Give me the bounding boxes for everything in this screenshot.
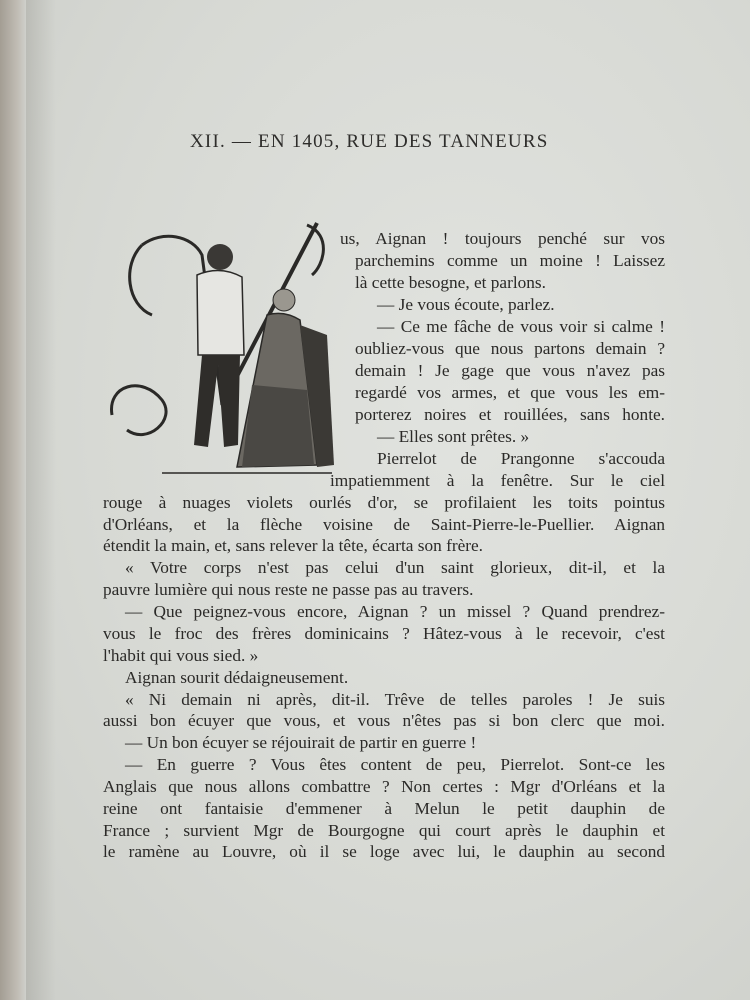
text-line: reine ont fantaisie d'emmener à Melun le petit dauphin de <box>103 799 665 818</box>
text-line: — Elles sont prêtes. » <box>377 427 530 446</box>
text-line: oubliez-vous que nous partons demain ? <box>355 339 665 358</box>
text-line: — Ce me fâche de vous voir si calme ! <box>377 317 665 336</box>
book-edge <box>0 0 26 1000</box>
text-line: pauvre lumière qui nous reste ne passe pas au travers. <box>103 580 474 599</box>
text-line: — Un bon écuyer se réjouirait de partir en guerre ! <box>125 733 477 752</box>
text-line: regardé vos armes, et que vous les em- <box>355 383 665 402</box>
text-line: demain ! Je gage que vous n'avez pas <box>355 361 665 380</box>
text-line: l'habit qui vous sied. » <box>103 646 259 665</box>
text-line: d'Orléans, et la flèche voisine de Saint-Pierre-le-Puellier. Aignan <box>103 515 665 534</box>
figure-man <box>194 244 244 447</box>
figure-woman <box>237 289 317 467</box>
text-line: vous le froc des frères dominicains ? Hâtez-vous à le recevoir, c'est <box>103 624 665 643</box>
text-line: porterez noires et rouillées, sans honte. <box>355 405 665 424</box>
text-line: rouge à nuages violets ourlés d'or, se profilaient les toits pointus <box>103 493 665 512</box>
text-line: étendit la main, et, sans relever la tête, écarta son frère. <box>103 536 483 555</box>
text-line: Anglais que nous allons combattre ? Non certes : Mgr d'Orléans et la <box>103 777 665 796</box>
text-line: aussi bon écuyer que vous, et vous n'êtes pas si bon clerc que moi. <box>103 711 665 730</box>
text-line: France ; survient Mgr de Bourgogne qui court après le dauphin et <box>103 821 665 840</box>
text-line: le ramène au Louvre, où il se loge avec lui, le dauphin au second <box>103 842 665 861</box>
page-gutter-shadow <box>26 0 56 1000</box>
text-line: « Ni demain ni après, dit-il. Trêve de telles paroles ! Je suis <box>125 690 665 709</box>
text-line: us, Aignan ! toujours penché sur vos <box>340 229 665 248</box>
chapter-title: XII. — EN 1405, RUE DES TANNEURS <box>190 131 549 152</box>
text-line: Pierrelot de Prangonne s'accouda <box>377 449 665 468</box>
text-line: là cette besogne, et parlons. <box>355 273 546 292</box>
text-line: — Je vous écoute, parlez. <box>377 295 555 314</box>
drop-cap-illustration <box>102 215 342 485</box>
text-line: — En guerre ? Vous êtes content de peu, Pierrelot. Sont-ce les <box>125 755 665 774</box>
text-line: parchemins comme un moine ! Laissez <box>355 251 665 270</box>
text-line: impatiemment à la fenêtre. Sur le ciel <box>330 471 665 490</box>
text-line: « Votre corps n'est pas celui d'un saint glorieux, dit-il, et la <box>125 558 665 577</box>
text-line: — Que peignez-vous encore, Aignan ? un missel ? Quand prendrez- <box>125 602 665 621</box>
text-line: Aignan sourit dédaigneusement. <box>125 668 349 687</box>
